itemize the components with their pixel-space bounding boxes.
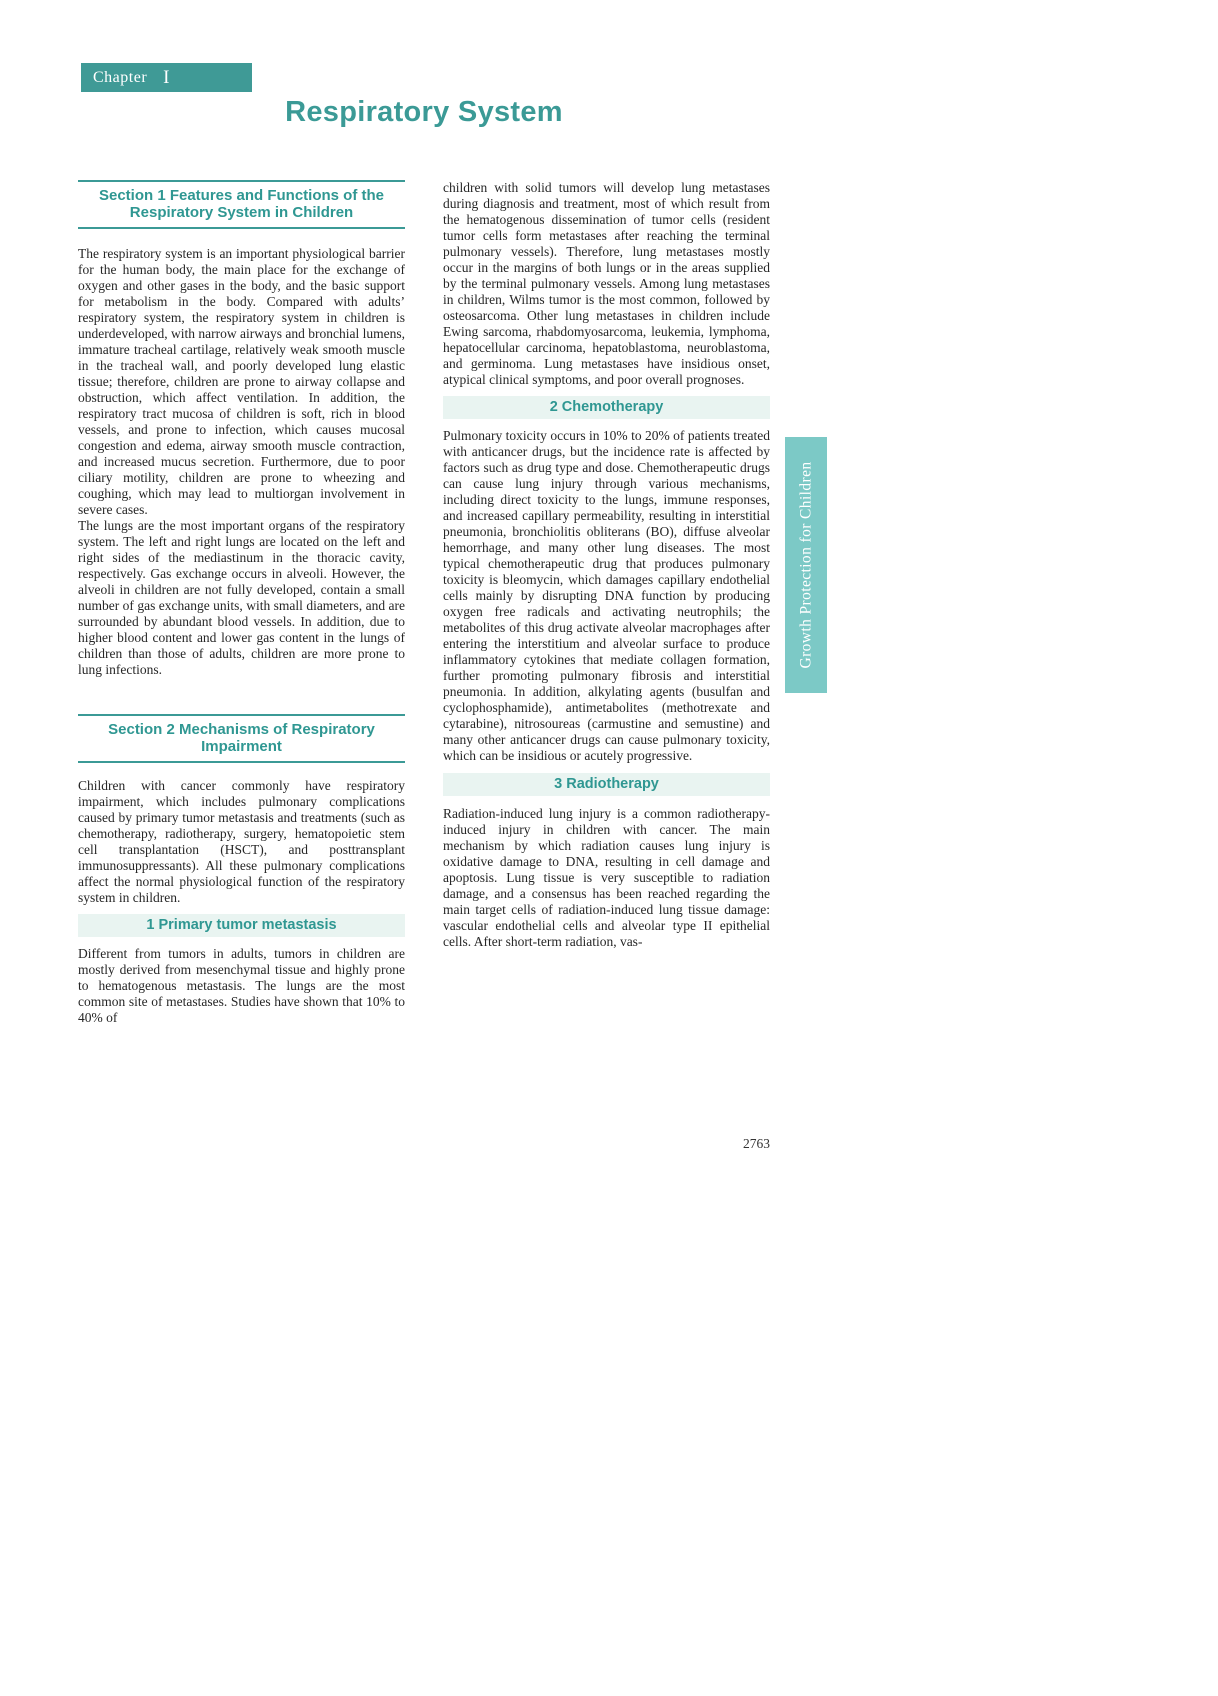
chapter-label: Chapter xyxy=(93,68,148,86)
side-tab-label: Growth Protection for Children xyxy=(797,461,815,669)
page-number: 2763 xyxy=(743,1136,770,1151)
subsection-heading-radiotherapy: 3 Radiotherapy xyxy=(443,773,770,796)
page-title: Respiratory System xyxy=(285,96,563,128)
body-paragraph: children with solid tumors will develop lung metastases during diagnosis and treatment, most of which result from the hematogenous dissemination of tumor cells (resident tumor cells form metastases after reaching the terminal pulmonary vessels). Therefore, lung metastases mostly occur in the margins of both lungs or in the areas supplied by the terminal pulmonary vessels. Among lung metastases in children, Wilms tumor is the most common, followed by osteosarcoma. Other lung metastases in children include Ewing sarcoma, rhabdomyosarcoma, leukemia, lymphoma, hepatocellular carcinoma, hepatoblastoma, neuroblastoma, and germinoma. Lung metastases have insidious onset, atypical clinical symptoms, and poor overall prognoses. xyxy=(443,180,770,387)
body-paragraph: Radiation-induced lung injury is a common radiotherapy-induced injury in children with cancer. The main mechanism by which radiation causes lung injury is oxidative damage to DNA, resulting in cell damage and apoptosis. Lung tissue is very susceptible to radiation damage, and a consensus has been reached regarding the main target cells of radiation-induced lung tissue damage: vascular endothelial cells and alveolar type II epithelial cells. After short-term radiation, vas- xyxy=(443,806,770,949)
section1-heading: Section 1 Features and Functions of the Respiratory System in Children xyxy=(78,180,405,229)
left-column xyxy=(78,180,405,1026)
subsection-heading-primary-tumor-metastasis: 1 Primary tumor metastasis xyxy=(78,914,405,937)
side-tab-growth-protection xyxy=(785,437,827,693)
subsection-heading-chemotherapy: 2 Chemotherapy xyxy=(443,396,770,419)
body-paragraph: The lungs are the most important organs of the respiratory system. The left and right lungs are located on the left and right sides of the mediastinum in the thoracic cavity, respectively. Gas exchange occurs in alveoli. However, the alveoli in children are not fully developed, contain a small number of gas exchange units, with small diameters, and are surrounded by abundant blood vessels. In addition, due to higher blood content and lower gas content in the lungs of children than those of adults, children are more prone to lung infections. xyxy=(78,518,405,677)
body-paragraph: Children with cancer commonly have respiratory impairment, which includes pulmonary complications caused by primary tumor metastasis and treatments (such as chemotherapy, radiotherapy, surgery, hematopoietic stem cell transplantation (HSCT), and posttransplant immunosuppressants). All these pulmonary complications affect the normal physiological function of the respiratory system in children. xyxy=(78,778,405,905)
chapter-numeral: I xyxy=(163,66,170,88)
body-paragraph: Pulmonary toxicity occurs in 10% to 20% of patients treated with anticancer drugs, but the incidence rate is affected by factors such as drug type and dose. Chemotherapeutic drugs can cause lung injury through various mechanisms, including direct toxicity to the lungs, immune responses, and increased capillary permeability, resulting in interstitial pneumonia, bronchiolitis obliterans (BO), diffuse alveolar hemorrhage, and many other lung diseases. The most typical chemotherapeutic drug that produces pulmonary toxicity is bleomycin, which damages capillary endothelial cells mainly by disrupting DNA function by producing oxygen free radicals and activating neutrophils; the metabolites of this drug activate alveolar macrophages after entering the interstitium and alveolar surface to produce inflammatory cytokines that mediate collagen formation, further promoting pulmonary fibrosis and interstitial pneumonia. In addition, alkylating agents (busulfan and cyclophosphamide), antimetabolites (methotrexate and cytarabine), nitrosoureas (carmustine and semustine) and many other anticancer drugs can cause pulmonary toxicity, which can be insidious or acutely progressive. xyxy=(443,428,770,763)
body-paragraph: Different from tumors in adults, tumors in children are mostly derived from mesenchymal tissue and highly prone to hematogenous metastasis. The lungs are the most common site of metastases. Studies have shown that 10% to 40% of xyxy=(78,946,405,1025)
chapter-tab xyxy=(81,63,252,92)
right-column xyxy=(443,180,770,950)
body-paragraph: The respiratory system is an important physiological barrier for the human body, the main place for the exchange of oxygen and other gases in the body, and the basic support for metabolism in the body. Compared with adults’ respiratory system, the respiratory system in children is underdeveloped, with narrow airways and bronchial lumens, immature tracheal cartilage, relatively weak smooth muscle in the tracheal wall, and poorly developed lung elastic tissue; therefore, children are prone to airway collapse and obstruction, which affect ventilation. In addition, the respiratory tract mucosa of children is soft, rich in blood vessels, and prone to infection, which causes mucosal congestion and edema, airway smooth muscle contraction, and increased mucus secretion. Furthermore, due to poor ciliary motility, children are prone to wheezing and coughing, which may lead to multiorgan involvement in severe cases. xyxy=(78,246,405,517)
section2-heading: Section 2 Mechanisms of Respiratory Impairment xyxy=(78,714,405,763)
